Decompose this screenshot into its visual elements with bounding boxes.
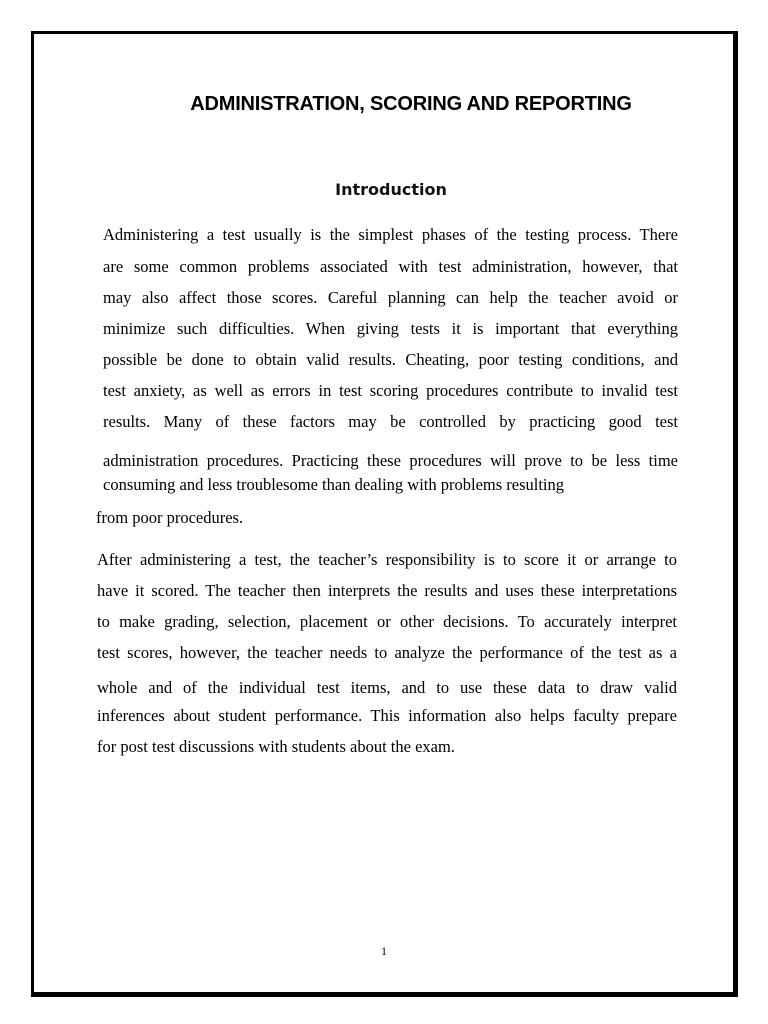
paragraph-line: possible be done to obtain valid results. Cheating, poor testing conditions, and — [103, 350, 678, 369]
paragraph-line: test scores, however, the teacher needs to analyze the performance of the test as a — [97, 643, 677, 662]
paragraph-line: are some common problems associated with test administration, however, that — [103, 257, 678, 276]
section-heading: Introduction — [335, 180, 447, 199]
paragraph-line: results. Many of these factors may be controlled by practicing good test — [103, 412, 678, 431]
paragraph-line: inferences about student performance. This information also helps faculty prepare — [97, 706, 677, 725]
paragraph-line: have it scored. The teacher then interprets the results and uses these interpretations — [97, 581, 677, 600]
paragraph-line: Administering a test usually is the simplest phases of the testing process. There — [103, 225, 678, 244]
paragraph-line: may also affect those scores. Careful planning can help the teacher avoid or — [103, 288, 678, 307]
paragraph-line: test anxiety, as well as errors in test scoring procedures contribute to invalid test — [103, 381, 678, 400]
paragraph-line: administration procedures. Practicing these procedures will prove to be less time — [103, 451, 678, 470]
paragraph-line: After administering a test, the teacher’s responsibility is to score it or arrange to — [97, 550, 677, 569]
paragraph-line: for post test discussions with students about the exam. — [97, 737, 455, 756]
paragraph-line: minimize such difficulties. When giving tests it is important that everything — [103, 319, 678, 338]
paragraph-line: from poor procedures. — [96, 508, 244, 527]
paragraph-line: consuming and less troublesome than dealing with problems resulting — [103, 475, 565, 494]
page-number: 1 — [381, 944, 387, 958]
document-title: ADMINISTRATION, SCORING AND REPORTING — [190, 93, 632, 115]
paragraph-line: to make grading, selection, placement or other decisions. To accurately interpret — [97, 612, 677, 631]
paragraph-line: whole and of the individual test items, and to use these data to draw valid — [97, 678, 677, 697]
